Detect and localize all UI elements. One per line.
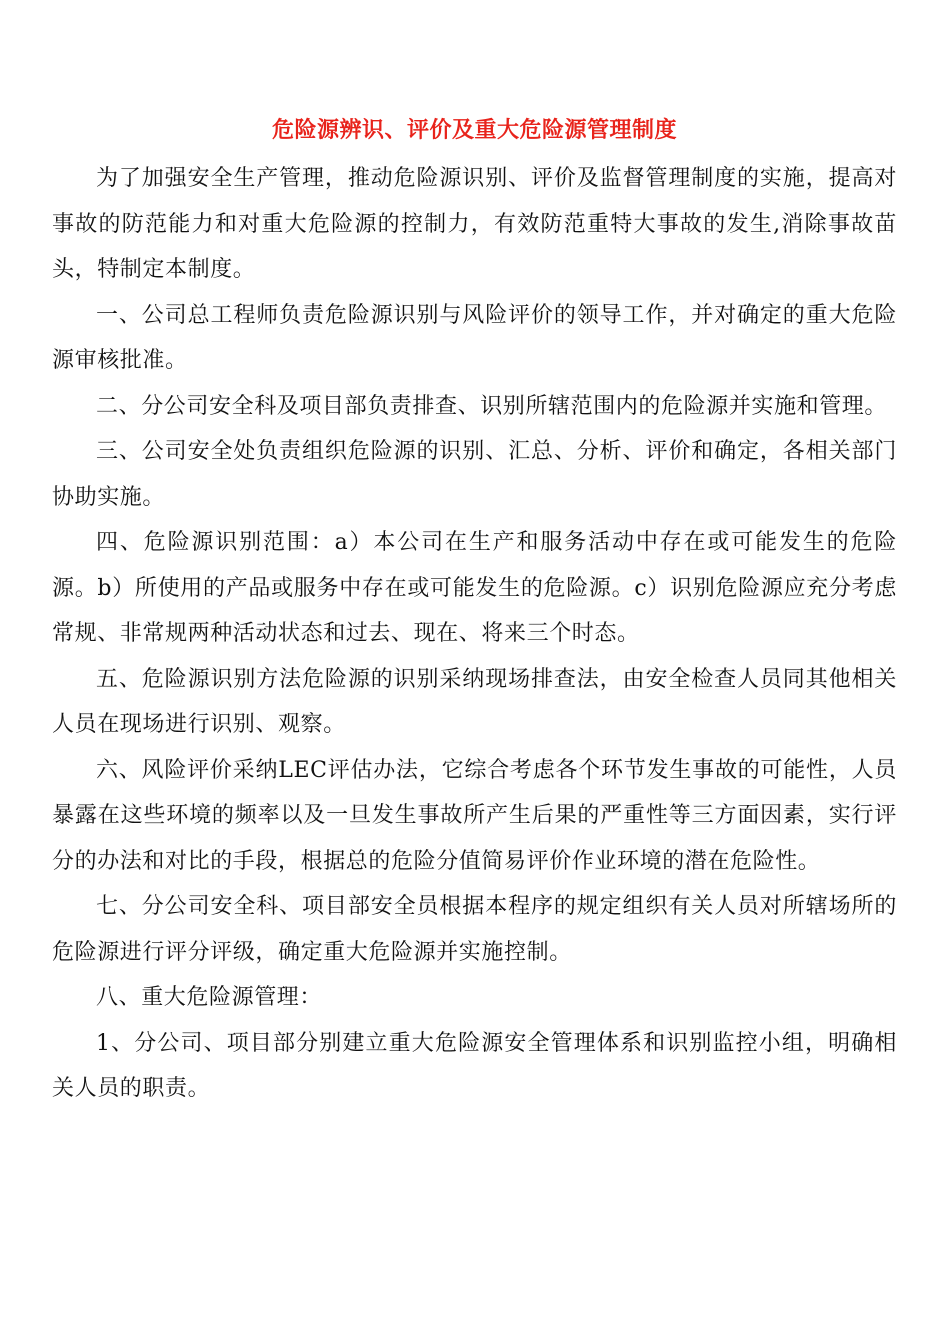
- paragraph-item-6: 六、风险评价采纳LEC评估办法，它综合考虑各个环节发生事故的可能性，人员暴露在这些环境的频率以及一旦发生事故所产生后果的严重性等三方面因素，实行评分的办法和对比的手段，根据总的危险分值简易评价作业环境的潜在危险性。: [52, 757, 897, 874]
- paragraph-intro: 为了加强安全生产管理，推动危险源识别、评价及监督管理制度的实施，提高对事故的防范能力和对重大危险源的控制力，有效防范重特大事故的发生,消除事故苗头，特制定本制度。: [52, 166, 897, 282]
- document-title: 危险源辨识、评价及重大危险源管理制度: [271, 117, 677, 143]
- paragraph-item-2: 二、分公司安全科及项目部负责排查、识别所辖范围内的危险源并实施和管理。: [96, 393, 888, 419]
- paragraph-subitem-1: 1、分公司、项目部分别建立重大危险源安全管理体系和识别监控小组，明确相关人员的职责。: [52, 1030, 897, 1101]
- paragraph-item-1: 一、公司总工程师负责危险源识别与风险评价的领导工作，并对确定的重大危险源审核批准。: [52, 302, 897, 373]
- paragraph-item-3: 三、公司安全处负责组织危险源的识别、汇总、分析、评价和确定，各相关部门协助实施。: [52, 439, 897, 510]
- paragraph-item-7: 七、分公司安全科、项目部安全员根据本程序的规定组织有关人员对所辖场所的危险源进行评分评级，确定重大危险源并实施控制。: [52, 894, 897, 965]
- paragraph-item-4: 四、危险源识别范围：a）本公司在生产和服务活动中存在或可能发生的危险源。b）所使用的产品或服务中存在或可能发生的危险源。c）识别危险源应充分考虑常规、非常规两种活动状态和过去、现在、将来三个时态。: [52, 530, 897, 646]
- paragraph-item-8-heading: 八、重大危险源管理：: [96, 985, 323, 1010]
- paragraph-item-5: 五、危险源识别方法危险源的识别采纳现场排查法，由安全检查人员同其他相关人员在现场进行识别、观察。: [52, 666, 897, 737]
